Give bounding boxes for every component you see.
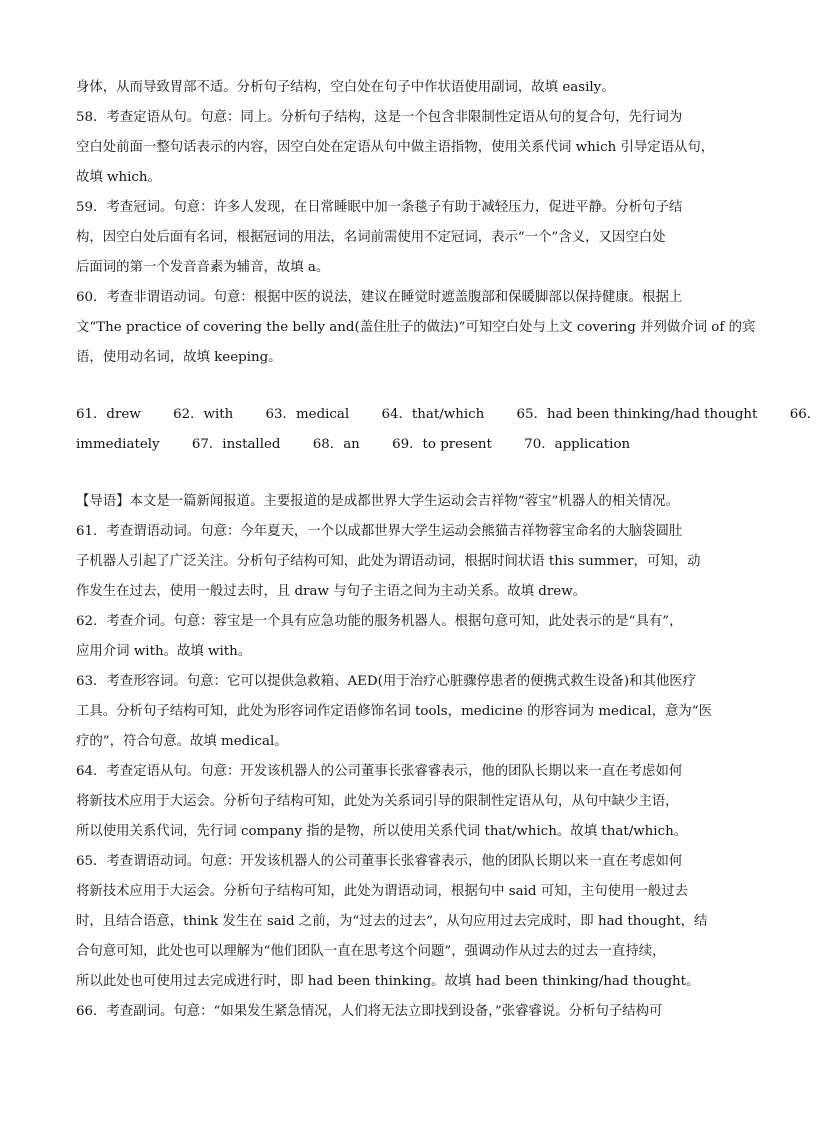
explanations-bottom (76, 487, 740, 1027)
answer-66: immediately (76, 437, 160, 452)
text-line: 疗的”，符合句意。故填 medical。 (76, 734, 288, 749)
text-line: 文“The practice of covering the belly and(盖住肚子的做法)”可知空白处与上文 covering 并列做介词 of 的宾 (76, 320, 756, 335)
text-line: 61．考查谓语动词。句意：今年夏天，一个以成都世界大学生运动会熊猫吉祥物蓉宝命名的大脑袋圆肚 (76, 524, 683, 539)
answer-63: 63．medical (265, 407, 350, 422)
text-line: 65．考查谓语动词。句意：开发该机器人的公司董事长张睿睿表示，他的团队长期以来一直在考虑如何 (76, 854, 683, 869)
explanations-top (76, 73, 756, 373)
text-line: 应用介词 with。故填 with。 (76, 644, 252, 659)
answer-67: 67．installed (191, 437, 281, 452)
answer-66-number: 66． (789, 407, 820, 422)
text-line: 63．考查形容词。句意：它可以提供急救箱、AED(用于治疗心脏骤停患者的便携式救生设备)和其他医疗 (76, 674, 697, 689)
text-line: 构，因空白处后面有名词，根据冠词的用法，名词前需使用不定冠词，表示“一个”含义，又因空白处 (76, 230, 666, 245)
text-line: 作发生在过去，使用一般过去时，且 draw 与句子主语之间为主动关系。故填 drew。 (76, 584, 587, 599)
text-line: 语，使用动名词，故填 keeping。 (76, 350, 282, 365)
text-line: 58．考查定语从句。句意：同上。分析句子结构，这是一个包含非限制性定语从句的复合句，先行词为 (76, 110, 683, 125)
answer-row (76, 400, 820, 430)
text-line: 将新技术应用于大运会。分析句子结构可知，此处为关系词引导的限制性定语从句，从句中缺少主语， (76, 794, 679, 809)
text-line: 后面词的第一个发音音素为辅音，故填 a。 (76, 260, 330, 275)
text-line: 64．考查定语从句。句意：开发该机器人的公司董事长张睿睿表示，他的团队长期以来一直在考虑如何 (76, 764, 683, 779)
text-line: 60．考查非谓语动词。句意：根据中医的说法，建议在睡觉时遮盖腹部和保暖脚部以保持健康。根据上 (76, 290, 683, 305)
text-line: 工具。分析句子结构可知，此处为形容词作定语修饰名词 tools，medicine 的形容词为 medical，意为“医 (76, 704, 712, 719)
answer-row (76, 430, 740, 460)
text-line: 故填 which。 (76, 170, 161, 185)
text-line: 时，且结合语意，think 发生在 said 之前，为“过去的过去”，从句应用过去完成时，即 had thought，结 (76, 914, 708, 929)
text-line: 空白处前面一整句话表示的内容，因空白处在定语从句中做主语指物，使用关系代词 which 引导定语从句， (76, 140, 715, 155)
answer-69: 69．to present (392, 437, 492, 452)
answer-70: 70．application (524, 437, 631, 452)
answer-64: 64．that/which (381, 407, 485, 422)
answer-68: 68．an (312, 437, 360, 452)
guide-line: 【导语】本文是一篇新闻报道。主要报道的是成都世界大学生运动会吉祥物“蓉宝”机器人的相关情况。 (76, 494, 679, 509)
answer-65: 65．had been thinking/had thought (516, 407, 758, 422)
text-line: 62．考查介词。句意：蓉宝是一个具有应急功能的服务机器人。根据句意可知，此处表示的是“具有”， (76, 614, 683, 629)
text-line: 合句意可知，此处也可以理解为“他们团队一直在思考这个问题”，强调动作从过去的过去一直持续， (76, 944, 666, 959)
text-line: 59．考查冠词。句意：许多人发现，在日常睡眠中加一条毯子有助于减轻压力，促进平静。分析句子结 (76, 200, 683, 215)
answer-61: 61．drew (76, 407, 141, 422)
text-line: 身体，从而导致胃部不适。分析句子结构，空白处在句子中作状语使用副词，故填 easily。 (76, 80, 615, 95)
text-line: 将新技术应用于大运会。分析句子结构可知，此处为谓语动词，根据句中 said 可知，主句使用一般过去 (76, 884, 689, 899)
answer-62: 62．with (173, 407, 234, 422)
answer-key (76, 400, 820, 460)
text-line: 所以此处也可使用过去完成进行时，即 had been thinking。故填 had been thinking/had thought。 (76, 974, 700, 989)
text-line: 子机器人引起了广泛关注。分析句子结构可知，此处为谓语动词，根据时间状语 this summer，可知，动 (76, 554, 701, 569)
text-line: 66．考查副词。句意：“如果发生紧急情况，人们将无法立即找到设备，”张睿睿说。分析句子结构可 (76, 1004, 663, 1019)
text-line: 所以使用关系代词，先行词 company 指的是物，所以使用关系代词 that/which。故填 that/which。 (76, 824, 688, 839)
